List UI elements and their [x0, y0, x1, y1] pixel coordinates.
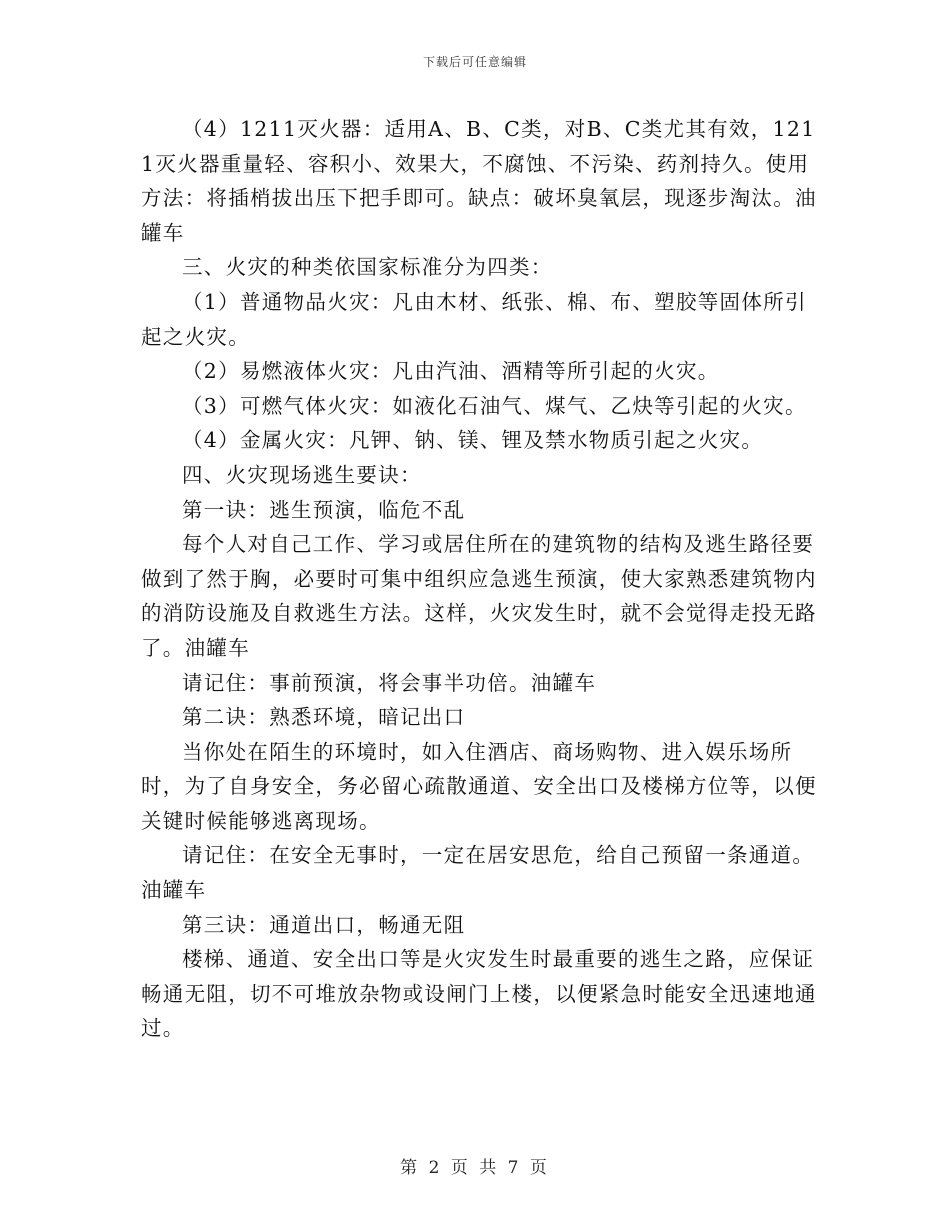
- page-number-footer: 第 2 页 共 7 页: [400, 1158, 550, 1178]
- paragraph-tip-2-remember: 请记住：在安全无事时，一定在居安思危，给自己预留一条通道。油罐车: [141, 843, 815, 903]
- paragraph-extinguisher-1211: （4）1211灭火器：适用A、B、C类，对B、C类尤其有效，1211灭火器重量轻、容积小、效果大，不腐蚀、不污染、药剂持久。使用方法：将插梢拔出压下把手即可。缺点：破坏臭氧层，现逐步淘汰。油罐车: [141, 117, 817, 245]
- paragraph-tip-1-title: 第一诀：逃生预演，临危不乱: [182, 497, 466, 522]
- paragraph-tip-2-title: 第二诀：熟悉环境，暗记出口: [182, 705, 466, 730]
- paragraph-escape-heading: 四、火灾现场逃生要诀：: [182, 462, 422, 487]
- paragraph-fire-class-3: （3）可燃气体火灾：如液化石油气、煤气、乙炔等引起的火灾。: [182, 393, 807, 418]
- document-body: [141, 112, 821, 1046]
- paragraph-tip-2-body: 当你处在陌生的环境时，如入住酒店、商场购物、进入娱乐场所时，为了自身安全，务必留心疏散通道、安全出口及楼梯方位等，以便关键时候能够逃离现场。: [141, 739, 817, 833]
- paragraph-fire-class-4: （4）金属火灾：凡钾、钠、镁、锂及禁水物质引起之火灾。: [182, 428, 764, 453]
- paragraph-tip-3-title: 第三诀：通道出口，畅通无阻: [182, 912, 466, 937]
- paragraph-tip-3-body: 楼梯、通道、安全出口等是火灾发生时最重要的逃生之路，应保证畅通无阻，切不可堆放杂物或设闸门上楼，以便紧急时能安全迅速地通过。: [141, 947, 817, 1041]
- paragraph-fire-classes-heading: 三、火灾的种类依国家标准分为四类：: [182, 255, 553, 280]
- paragraph-fire-class-1: （1）普通物品火灾：凡由木材、纸张、棉、布、塑胶等固体所引起之火灾。: [141, 289, 807, 349]
- paragraph-tip-1-remember: 请记住：事前预演，将会事半功倍。油罐车: [182, 670, 597, 695]
- paragraph-tip-1-body: 每个人对自己工作、学习或居住所在的建筑物的结构及逃生路径要做到了然于胸，必要时可集中组织应急逃生预演，使大家熟悉建筑物内的消防设施及自救逃生方法。这样，火灾发生时，就不会觉得走投无路了。油罐车: [141, 532, 817, 660]
- paragraph-fire-class-2: （2）易燃液体火灾：凡由汽油、酒精等所引起的火灾。: [182, 359, 720, 384]
- page-header: 下载后可任意编辑: [422, 55, 527, 69]
